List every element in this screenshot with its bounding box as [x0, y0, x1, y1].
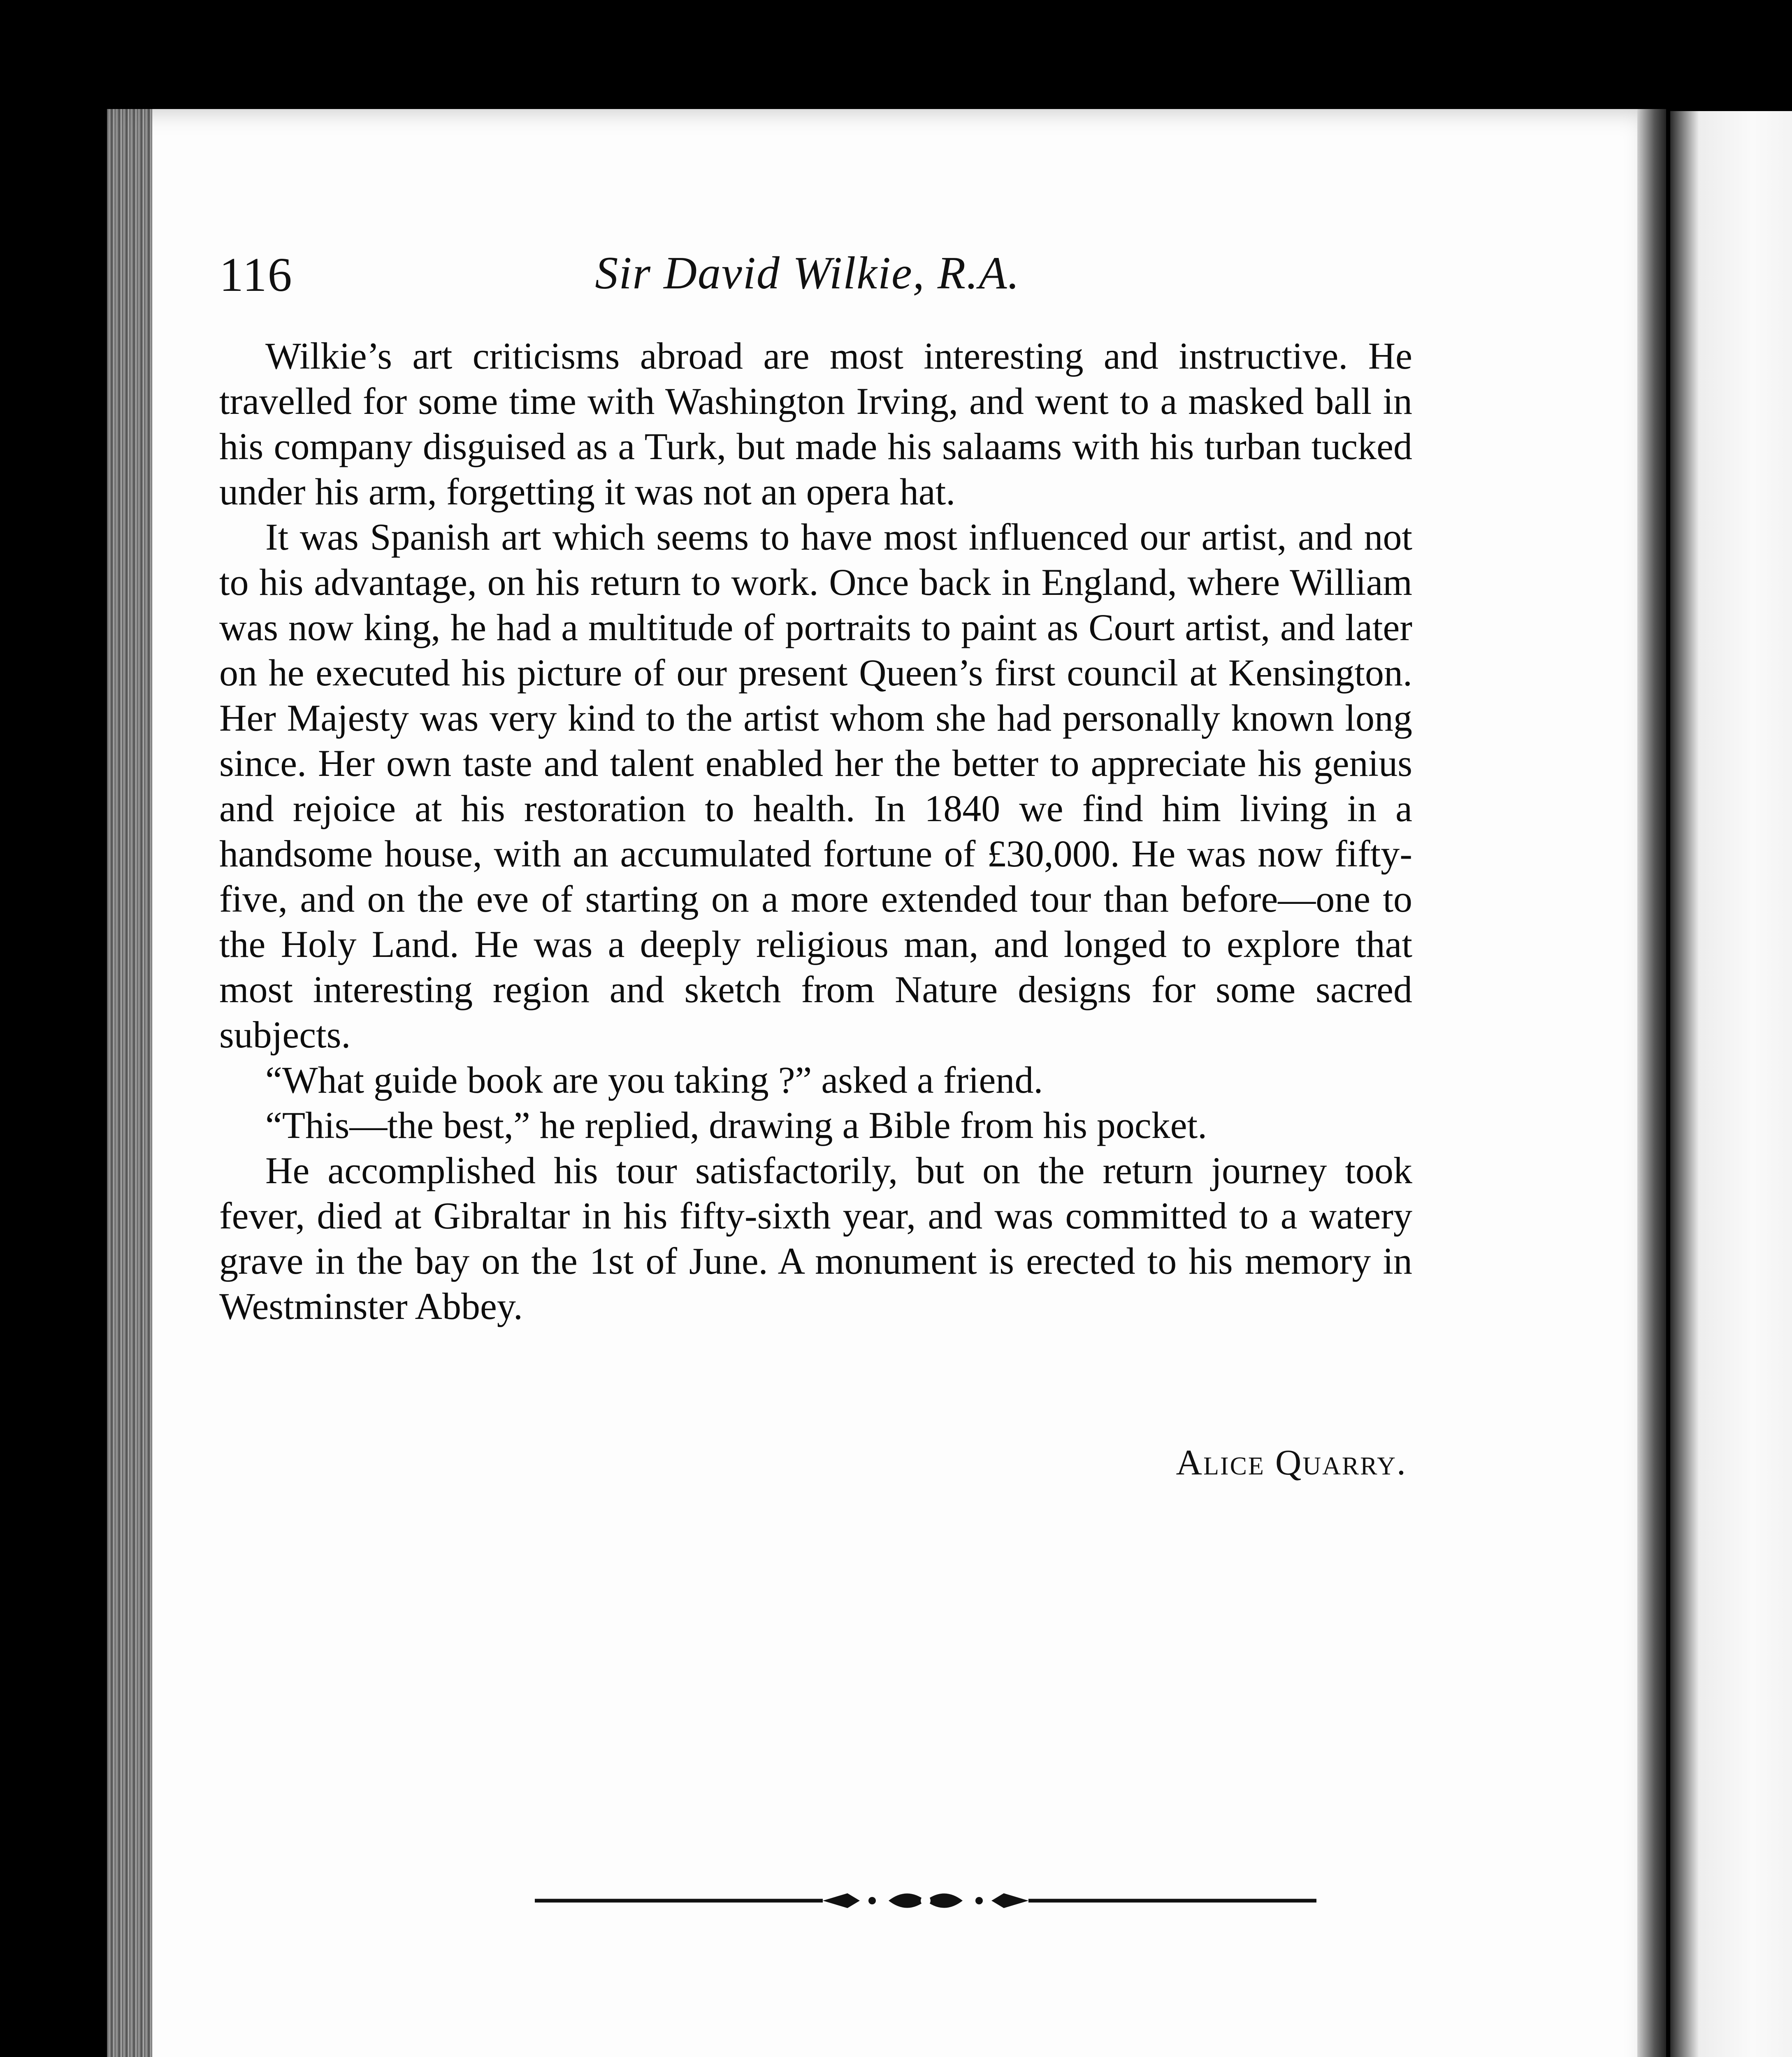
paragraph: “This—the best,” he replied, drawing a Bible from his pocket. — [265, 1104, 1207, 1146]
paragraph: It was Spanish art which seems to have most influenced our artist, and not to his advantage, on his return to work. Once back in England, where William was now king, he had a multitude of portraits to paint as Court artist, and later on he executed his picture of our present Queen’s first council at Kensington. Her Majesty was very kind to the artist whom she had personally known long since. Her own taste and talent enabled her the better to appreciate his genius and rejoice at his restoration to health. In 1840 we find him living in a handsome house, with an accumulated fortune of £30,000. He was now fifty-five, and on the eve of starting on a more extended tour than before—one to the Holy Land. He was a deeply religious man, and longed to explore that most interesting region and sketch from Nature designs for some sacred subjects. — [219, 516, 1412, 1056]
page-edge-shadow — [1637, 109, 1666, 2057]
next-page-edge — [1670, 111, 1792, 2057]
article-body — [219, 333, 1412, 1329]
decorative-rule-ornament — [535, 1884, 1316, 1917]
paragraph: “What guide book are you taking ?” asked a friend. — [265, 1059, 1043, 1101]
paragraph: Wilkie’s art criticisms abroad are most interesting and instructive. He travelled for some time with Washington Irving, and went to a masked ball in his company disguised as a Turk, but made his salaams with his turban tucked under his arm, forgetting it was not an opera hat. — [219, 335, 1412, 513]
page-number: 116 — [219, 248, 293, 302]
running-title: Sir David Wilkie, R.A. — [595, 248, 1020, 299]
spine-shadow — [107, 109, 152, 2057]
author-signature: Alice Quarry. — [1176, 1443, 1407, 1483]
paragraph: He accomplished his tour satisfactorily, but on the return journey took fever, died at Gibraltar in his fifty-sixth year, and was committed to a watery grave in the bay on the 1st of June. A monument is erected to his memory in Westminster Abbey. — [219, 1149, 1412, 1327]
page-header — [219, 239, 1396, 313]
